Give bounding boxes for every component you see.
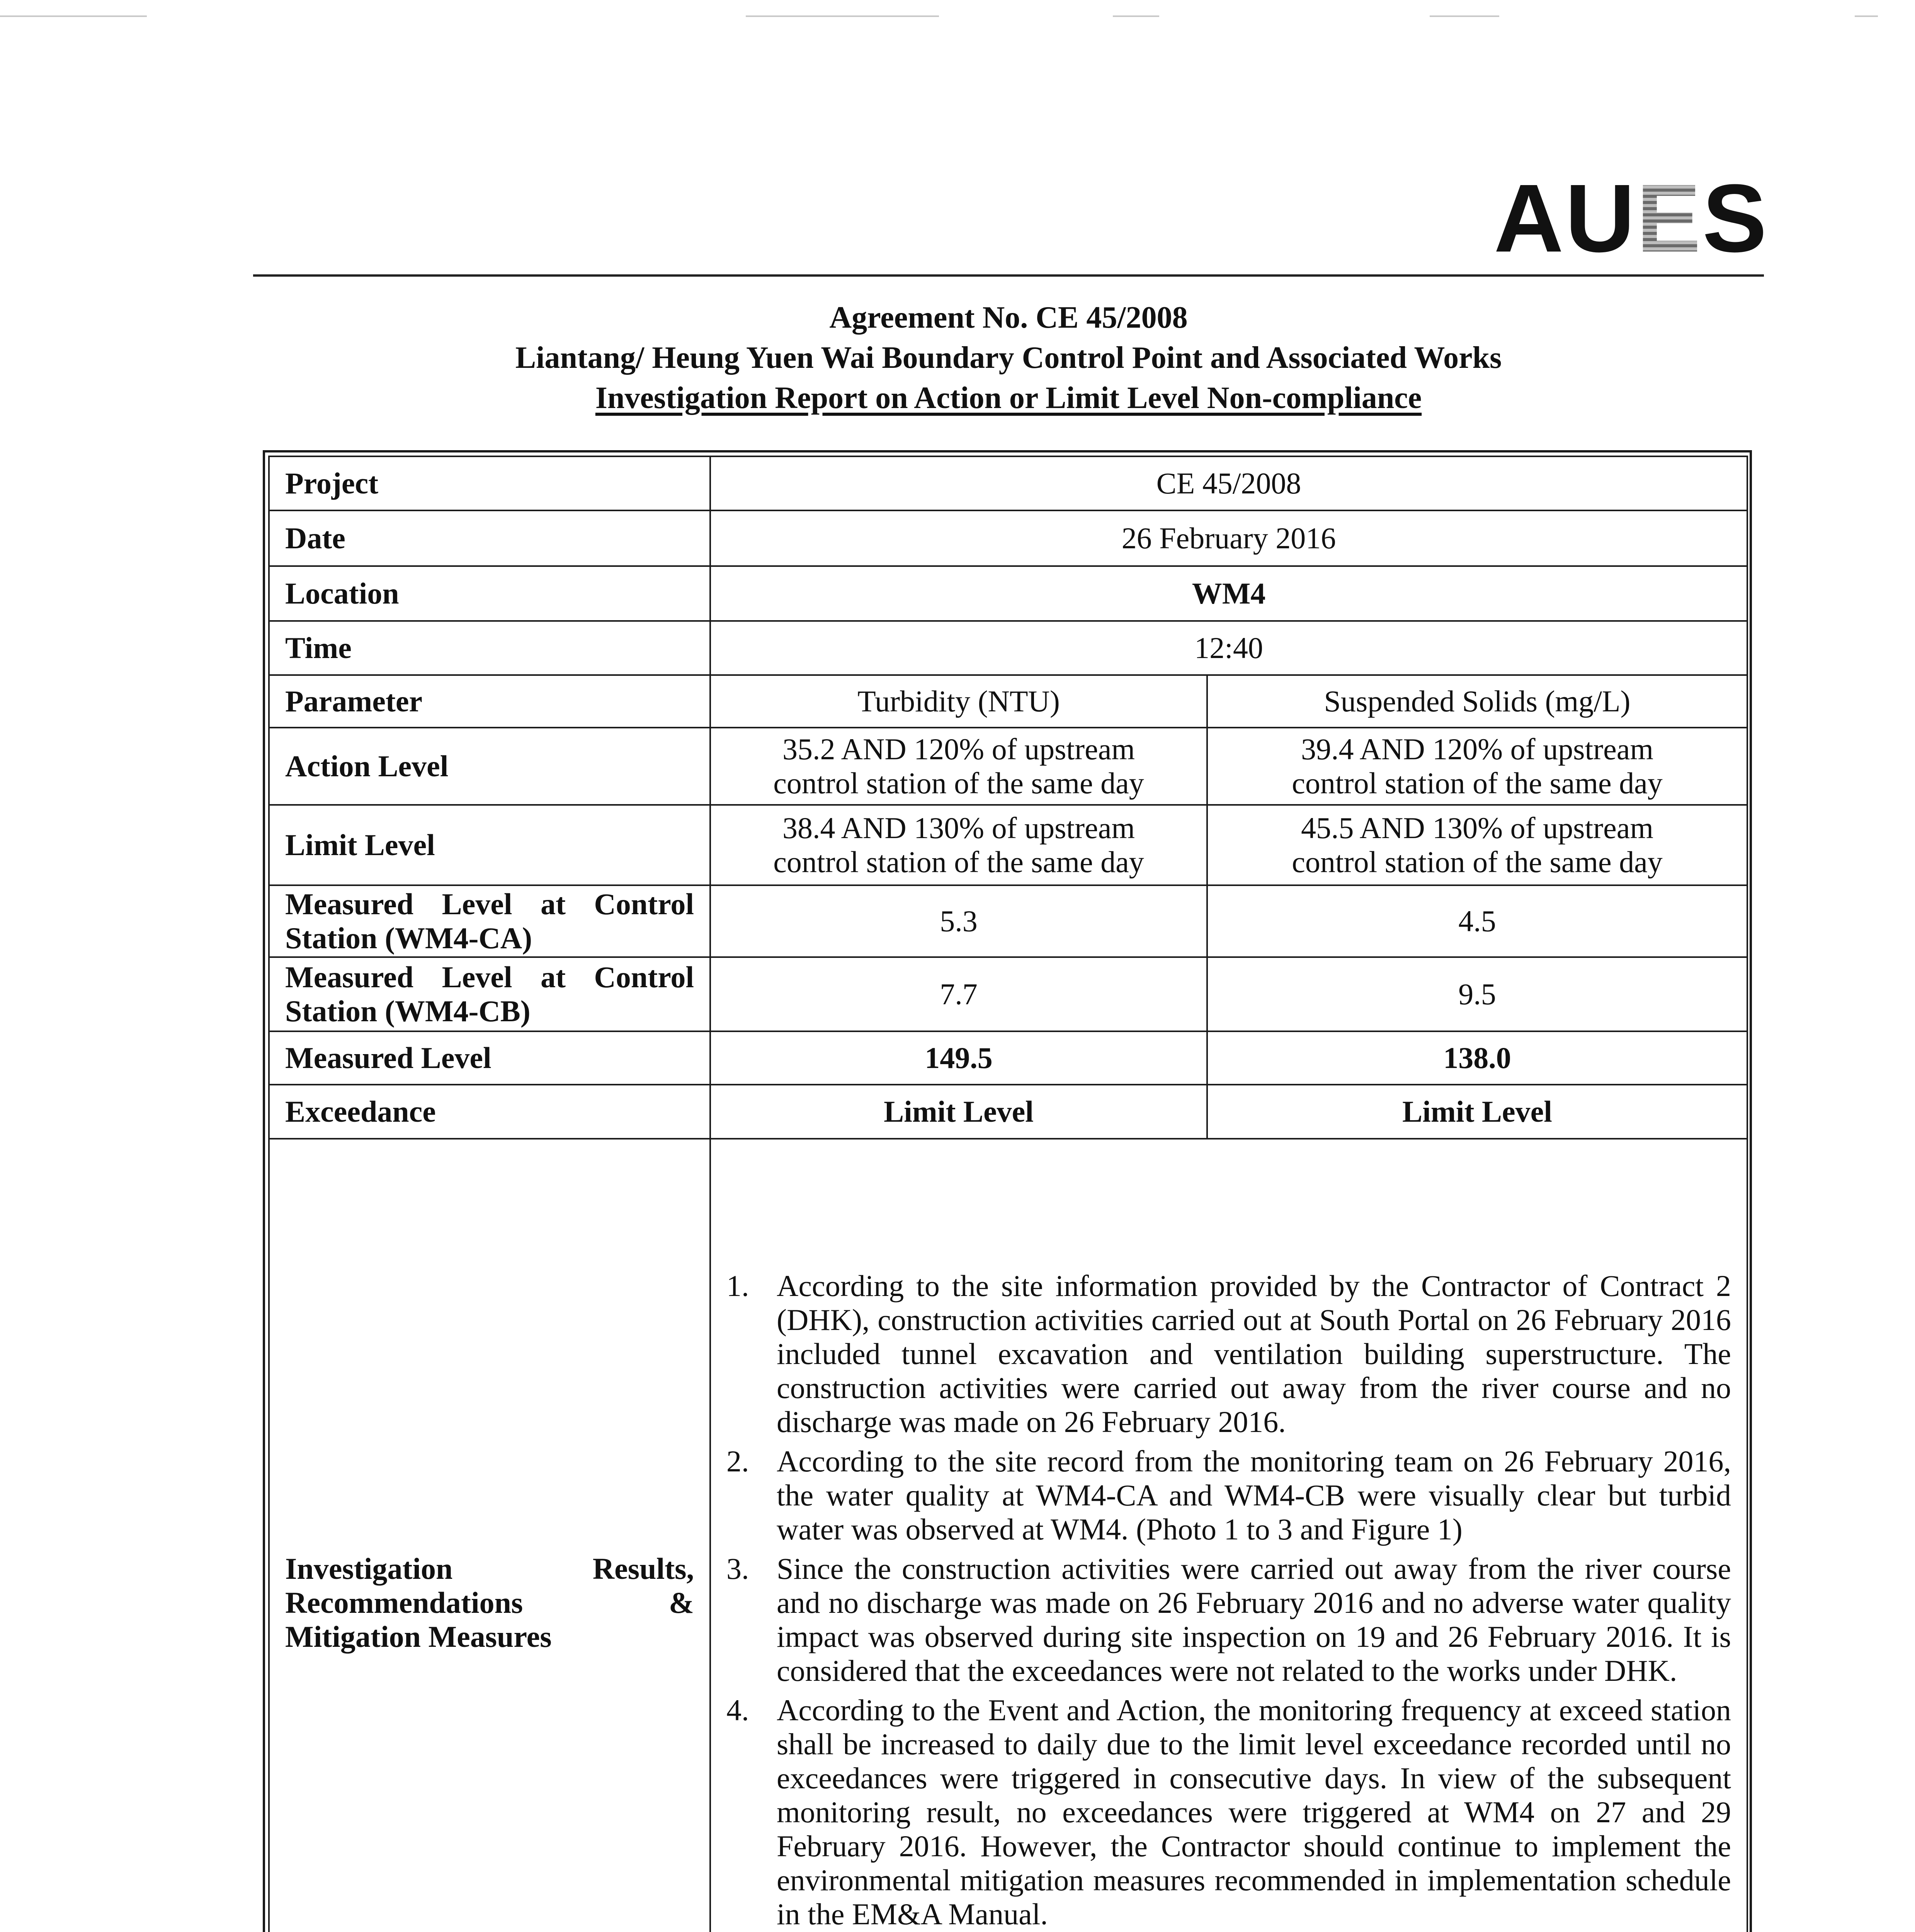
list-item	[726, 1269, 1731, 1439]
parameter-turbidity: Turbidity (NTU)	[710, 675, 1207, 728]
limit-level-label: Limit Level	[269, 805, 710, 885]
limit-turbidity	[710, 805, 1207, 885]
finding-number: 4.	[726, 1693, 749, 1727]
date-label: Date	[269, 510, 710, 566]
finding-text: According to the site record from the monitoring team on 26 February 2016, the water quality at WM4-CA and WM4-CB were visually clear but turbid water was observed at WM4. (Photo 1 to 3 and Figure 1)	[777, 1444, 1731, 1546]
table-row	[269, 566, 1747, 621]
table-row	[269, 675, 1747, 728]
finding-text: According to the site information provided by the Contractor of Contract 2 (DHK), construction activities carried out at South Portal on 26 February 2016 included tunnel excavation and ventilation building superstructure. The construction activities were carried out away from the river course and no discharge was made on 26 February 2016.	[777, 1269, 1731, 1439]
action-turbidity	[710, 728, 1207, 805]
list-item	[726, 1444, 1731, 1546]
limit-turbidity-line2: control station of the same day	[773, 845, 1144, 879]
header-divider	[253, 274, 1764, 277]
finding-number: 3.	[726, 1552, 749, 1585]
action-ss-line1: 39.4 AND 120% of upstream	[1301, 732, 1654, 766]
table-row	[269, 510, 1747, 566]
investigation-label-line1: Investigation Results,	[285, 1552, 694, 1585]
ca-turbidity: 5.3	[710, 885, 1207, 957]
time-label: Time	[269, 621, 710, 675]
report-table	[268, 456, 1748, 1932]
table-row	[269, 885, 1747, 957]
parameter-ss: Suspended Solids (mg/L)	[1207, 675, 1747, 728]
parameter-label: Parameter	[269, 675, 710, 728]
table-row	[269, 1085, 1747, 1139]
project-title: Liantang/ Heung Yuen Wai Boundary Control Point and Associated Works	[515, 341, 1502, 375]
location-label: Location	[269, 566, 710, 621]
action-level-label: Action Level	[269, 728, 710, 805]
table-row	[269, 621, 1747, 675]
measured-level-label: Measured Level	[269, 1031, 710, 1085]
action-ss-line2: control station of the same day	[1292, 766, 1663, 800]
findings-list	[726, 1269, 1731, 1931]
project-label: Project	[269, 456, 710, 510]
location-value: WM4	[710, 566, 1747, 621]
limit-turbidity-line1: 38.4 AND 130% of upstream	[782, 811, 1135, 845]
table-row	[269, 1139, 1747, 1932]
limit-ss-line1: 45.5 AND 130% of upstream	[1301, 811, 1654, 845]
cb-label	[269, 957, 710, 1031]
ca-label-line1: Measured Level at Control	[285, 887, 694, 921]
cb-label-line2: Station (WM4-CB)	[285, 994, 531, 1028]
cb-label-line1: Measured Level at Control	[285, 960, 694, 994]
list-item	[726, 1693, 1731, 1931]
finding-number: 1.	[726, 1269, 749, 1303]
aues-logo: AUES	[1494, 164, 1769, 272]
investigation-label-line3: Mitigation Measures	[285, 1620, 552, 1653]
list-item	[726, 1552, 1731, 1688]
project-value: CE 45/2008	[710, 456, 1747, 510]
action-turbidity-line1: 35.2 AND 120% of upstream	[782, 732, 1135, 766]
investigation-findings	[710, 1139, 1747, 1932]
limit-ss	[1207, 805, 1747, 885]
agreement-number: Agreement No. CE 45/2008	[829, 301, 1188, 335]
ca-label	[269, 885, 710, 957]
finding-number: 2.	[726, 1444, 749, 1478]
report-table-frame	[263, 450, 1752, 1932]
action-ss	[1207, 728, 1747, 805]
report-title: Investigation Report on Action or Limit Level Non-compliance	[595, 381, 1422, 415]
exceedance-turbidity: Limit Level	[710, 1085, 1207, 1139]
scan-artifacts	[0, 15, 1915, 19]
cb-ss: 9.5	[1207, 957, 1747, 1031]
investigation-label	[269, 1139, 710, 1932]
exceedance-ss: Limit Level	[1207, 1085, 1747, 1139]
measured-turbidity: 149.5	[710, 1031, 1207, 1085]
exceedance-label: Exceedance	[269, 1085, 710, 1139]
action-turbidity-line2: control station of the same day	[773, 766, 1144, 800]
table-row	[269, 728, 1747, 805]
ca-ss: 4.5	[1207, 885, 1747, 957]
date-value: 26 February 2016	[710, 510, 1747, 566]
table-row	[269, 957, 1747, 1031]
document-heading	[253, 298, 1764, 418]
table-row	[269, 456, 1747, 510]
table-row	[269, 805, 1747, 885]
cb-turbidity: 7.7	[710, 957, 1207, 1031]
ca-label-line2: Station (WM4-CA)	[285, 921, 532, 955]
finding-text: Since the construction activities were carried out away from the river course and no discharge was made on 26 February 2016 and no adverse water quality impact was observed during site inspection on 19 and 26 February 2016. It is considered that the exceedances were not related to the works under DHK.	[777, 1552, 1731, 1687]
measured-ss: 138.0	[1207, 1031, 1747, 1085]
limit-ss-line2: control station of the same day	[1292, 845, 1663, 879]
time-value: 12:40	[710, 621, 1747, 675]
finding-text: According to the Event and Action, the monitoring frequency at exceed station shall be increased to daily due to the limit level exceedance recorded until no exceedances were triggered in consecutive days. In view of the subsequent monitoring result, no exceedances were triggered at WM4 on 27 and 29 February 2016. However, the Contractor should continue to implement the environmental mitigation measures recommended in implementation schedule in the EM&A Manual.	[777, 1693, 1731, 1931]
table-row	[269, 1031, 1747, 1085]
investigation-label-line2: Recommendations &	[285, 1586, 694, 1619]
